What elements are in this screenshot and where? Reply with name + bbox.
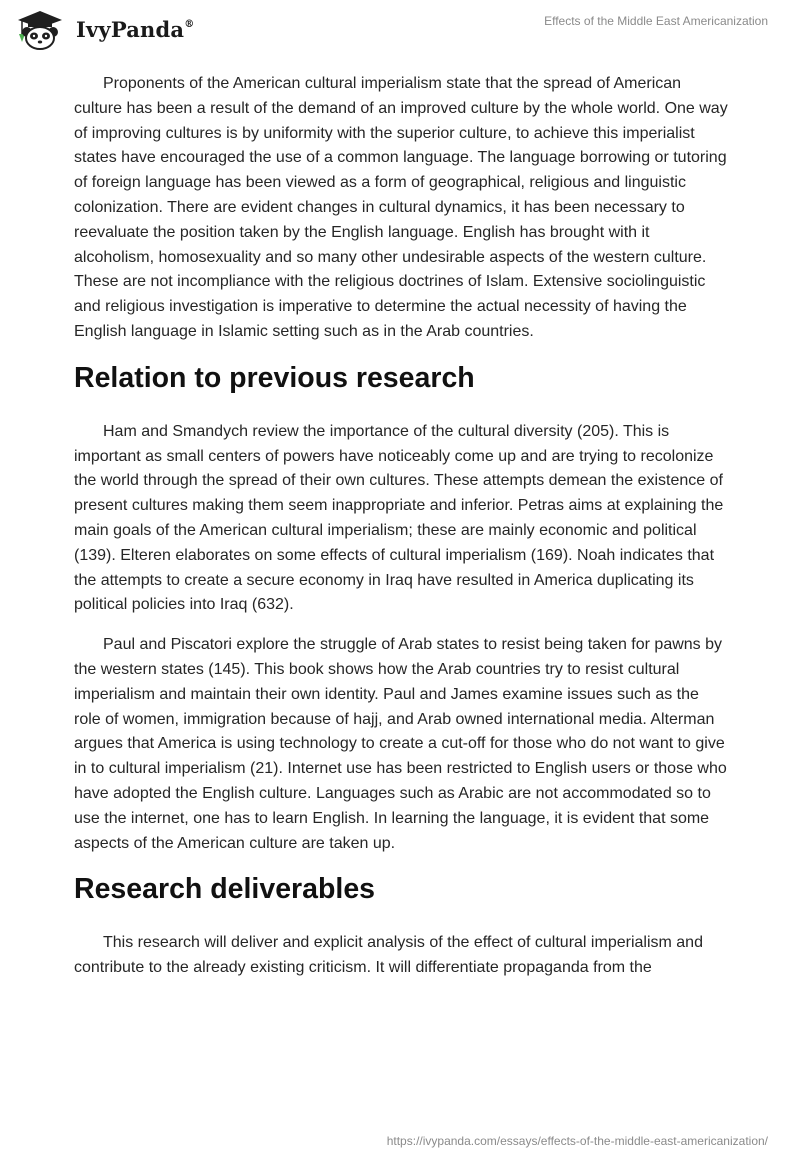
document-title: Effects of the Middle East Americanization: [544, 14, 768, 28]
paragraph: This research will deliver and explicit analysis of the effect of cultural imperialism and contribute to the already existing criticism. It will differentiate propaganda from the: [74, 934, 703, 977]
section-heading: Research deliverables: [74, 873, 376, 906]
paragraph: Ham and Smandych review the importance of the cultural diversity (205). This is important as small centers of powers have noticeably come up and are trying to recolonize the world through the spread of their own cultures. These attempts demean the existence of present cultures making them seem inappropriate and inferior. Petras aims at explaining the main goals of the American cultural imperialism; these are mainly economic and political (139). Elteren elaborates on some effects of cultural imperialism (169). Noah indicates that the attempts to create a secure economy in Iraq have resulted in America duplicating its political policies into Iraq (632).: [74, 422, 724, 614]
essay-content: [74, 72, 730, 996]
brand-name: IvyPanda®: [76, 16, 195, 42]
section-heading: Relation to previous research: [74, 361, 475, 394]
ivypanda-logo[interactable]: [14, 8, 194, 50]
source-url[interactable]: https://ivypanda.com/essays/effects-of-the-middle-east-americanization/: [386, 1134, 768, 1148]
paragraph: Paul and Piscatori explore the struggle of Arab states to resist being taken for pawns by the western states (145). This book shows how the Arab countries try to resist cultural imperialism and maintain their own identity. Paul and James examine issues such as the role of women, immigration because of hajj, and Arab owned international media. Alterman argues that America is using technology to create a cut-off for those who do not want to give in to cultural imperialism (21). Internet use has been restricted to English users or those who have adopted the English culture. Languages such as Arabic are not accommodated so to use the internet, one has to learn English. In learning the language, it is evident that some aspects of the American culture are taken up.: [74, 636, 727, 852]
paragraph: Proponents of the American cultural imperialism state that the spread of American culture has been a result of the demand of an improved culture by the whole world. One way of improving cultures is by uniformity with the superior culture, to achieve this imperialist states have encouraged the use of a common language. The language borrowing or tutoring of foreign language has been viewed as a form of geographical, religious and linguistic colonization. There are evident changes in cultural dynamics, it has been necessary to reevaluate the position taken by the English language. English has brought with it alcoholism, homosexuality and so many other undesirable aspects of the western culture. These are not incompliance with the religious doctrines of Islam. Extensive sociolinguistic and religious investigation is imperative to determine the actual necessity of having the English language in Islamic setting such as in the Arab countries.: [74, 75, 728, 340]
page-header: [0, 0, 800, 60]
panda-graduate-icon: [14, 8, 70, 50]
